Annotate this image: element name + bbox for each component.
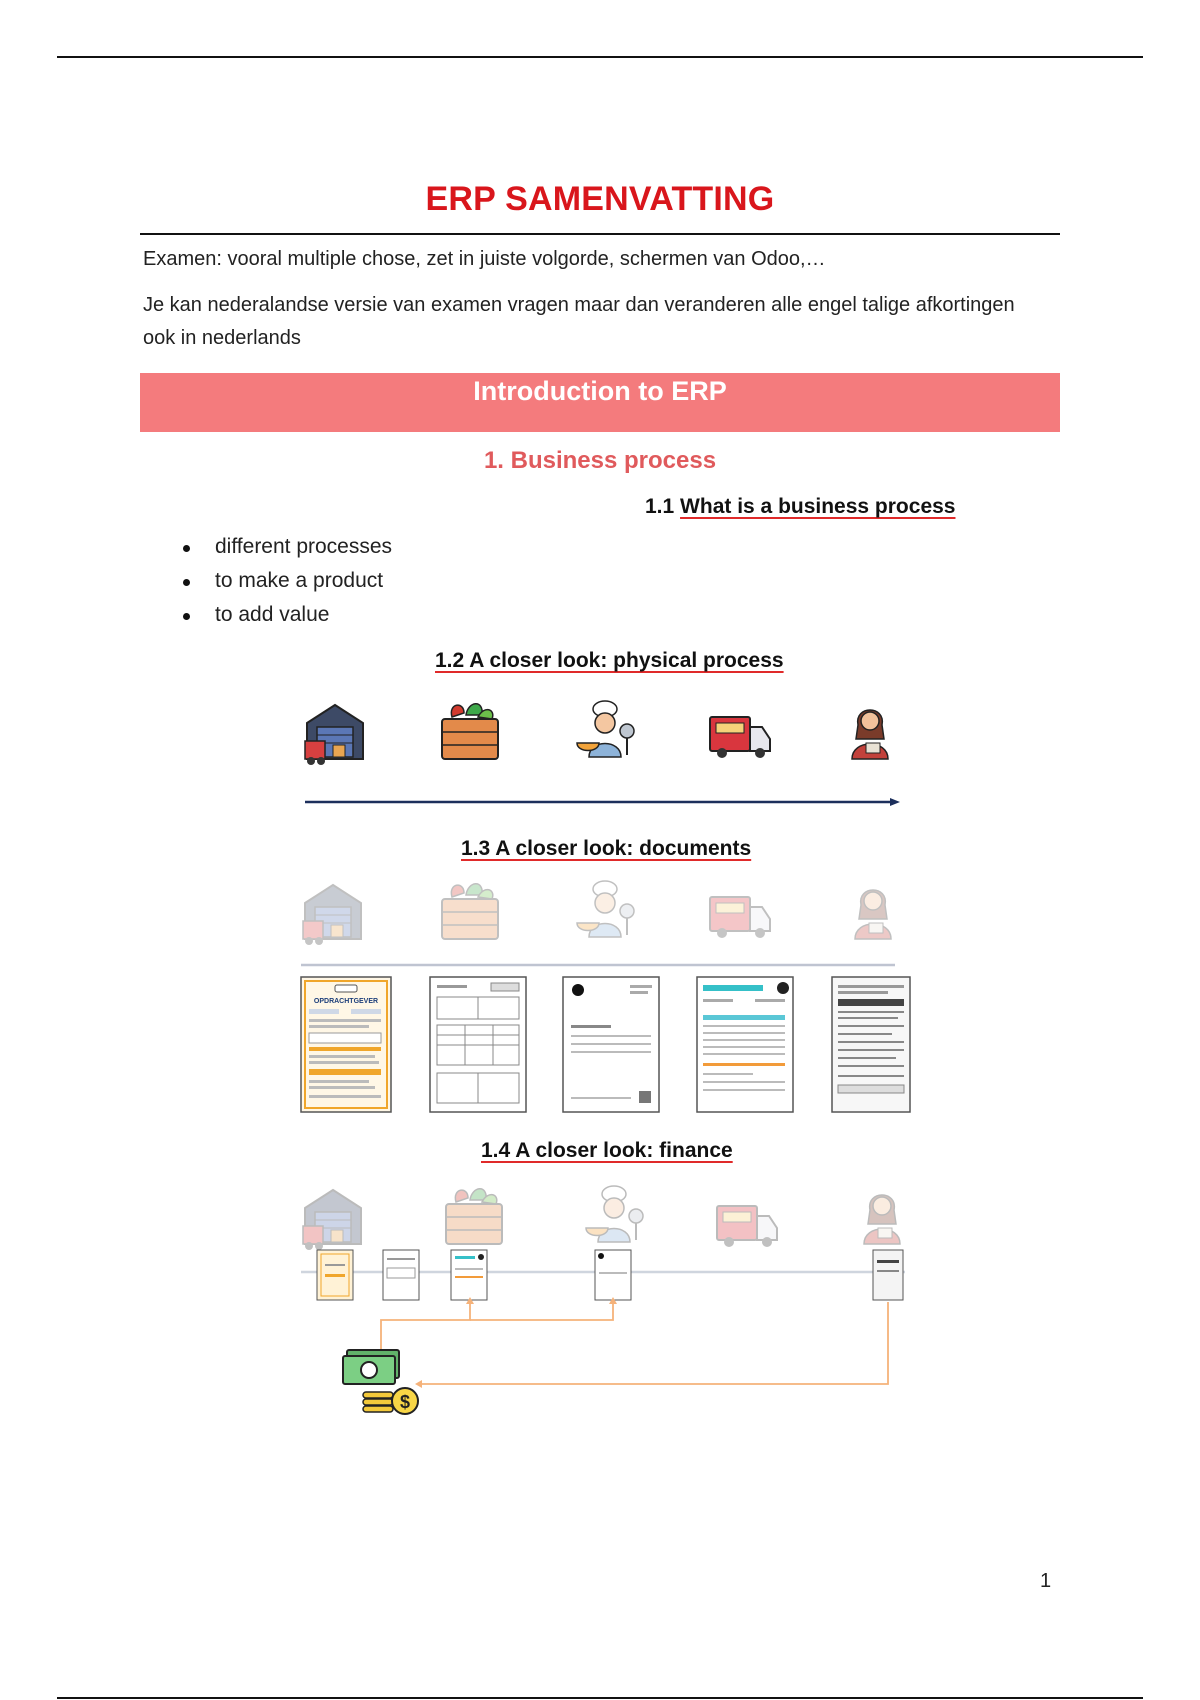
heading-business-process: 1. Business process (483, 447, 717, 474)
vegetable-crate-icon (442, 884, 498, 939)
section-banner-label: Introduction to ERP (473, 376, 727, 406)
heading-1-1-title: What is a business process (680, 495, 956, 518)
document-thumbnail-ticket (832, 977, 910, 1112)
food-truck-icon (710, 897, 770, 938)
mini-document (383, 1250, 419, 1300)
document-thumbnail-invoice (563, 977, 659, 1112)
process-arrow-head (890, 798, 900, 806)
chef-icon (586, 1186, 643, 1242)
heading-1-4 (481, 1139, 733, 1163)
list-item: to add value (183, 598, 392, 632)
page-number: 1 (1040, 1570, 1052, 1592)
warehouse-icon (303, 1190, 361, 1250)
section-banner (140, 373, 1060, 432)
cash-icon (343, 1350, 399, 1384)
warehouse-icon (305, 705, 363, 765)
documents-figure (295, 875, 920, 1120)
mini-document (595, 1250, 631, 1300)
heading-1-4-text: 1.4 A closer look: finance (481, 1139, 733, 1162)
footer-rule (57, 1697, 1143, 1699)
vegetable-crate-icon (442, 704, 498, 759)
finance-figure (295, 1180, 920, 1425)
heading-1-3 (461, 837, 751, 861)
food-truck-icon (710, 717, 770, 758)
svg-text:$: $ (399, 1392, 411, 1412)
mini-document (873, 1250, 903, 1300)
customer-icon (864, 1195, 900, 1244)
heading-1-2-text: 1.2 A closer look: physical process (435, 649, 784, 672)
finance-flow-lines (381, 1302, 888, 1384)
heading-1-1-number: 1.1 (645, 495, 675, 518)
intro-paragraph-language: Je kan nederalandse versie van examen vragen maar dan veranderen alle engel talige afkortingen ook in nederlands (143, 294, 1015, 349)
chef-icon (577, 881, 634, 937)
customer-icon (855, 890, 891, 939)
list-item: different processes (183, 530, 392, 564)
heading-1-1 (645, 495, 955, 519)
document-thumbnail-label: OPDRACHTGEVER (313, 998, 379, 1005)
physical-process-figure (295, 695, 920, 815)
mini-document (317, 1250, 353, 1300)
header-rule (57, 56, 1143, 58)
warehouse-icon (303, 885, 361, 945)
document-thumbnail-delivery (430, 977, 526, 1112)
food-truck-icon (717, 1206, 777, 1247)
customer-icon (852, 710, 888, 759)
coins-icon (363, 1388, 418, 1414)
mini-document (451, 1250, 487, 1300)
heading-1-2 (435, 649, 784, 673)
document-thumbnail-receipt (697, 977, 793, 1112)
heading-1-3-text: 1.3 A closer look: documents (461, 837, 752, 860)
vegetable-crate-icon (446, 1189, 502, 1244)
document-thumbnail-order (301, 977, 391, 1112)
title-underline (140, 233, 1060, 235)
intro-paragraph-exam: Examen: vooral multiple chose, zet in juiste volgorde, schermen van Odoo,… (143, 248, 826, 270)
list-item: to make a product (183, 564, 392, 598)
chef-icon (577, 701, 634, 757)
bullet-list (183, 530, 392, 632)
page-title: ERP SAMENVATTING (425, 180, 775, 218)
